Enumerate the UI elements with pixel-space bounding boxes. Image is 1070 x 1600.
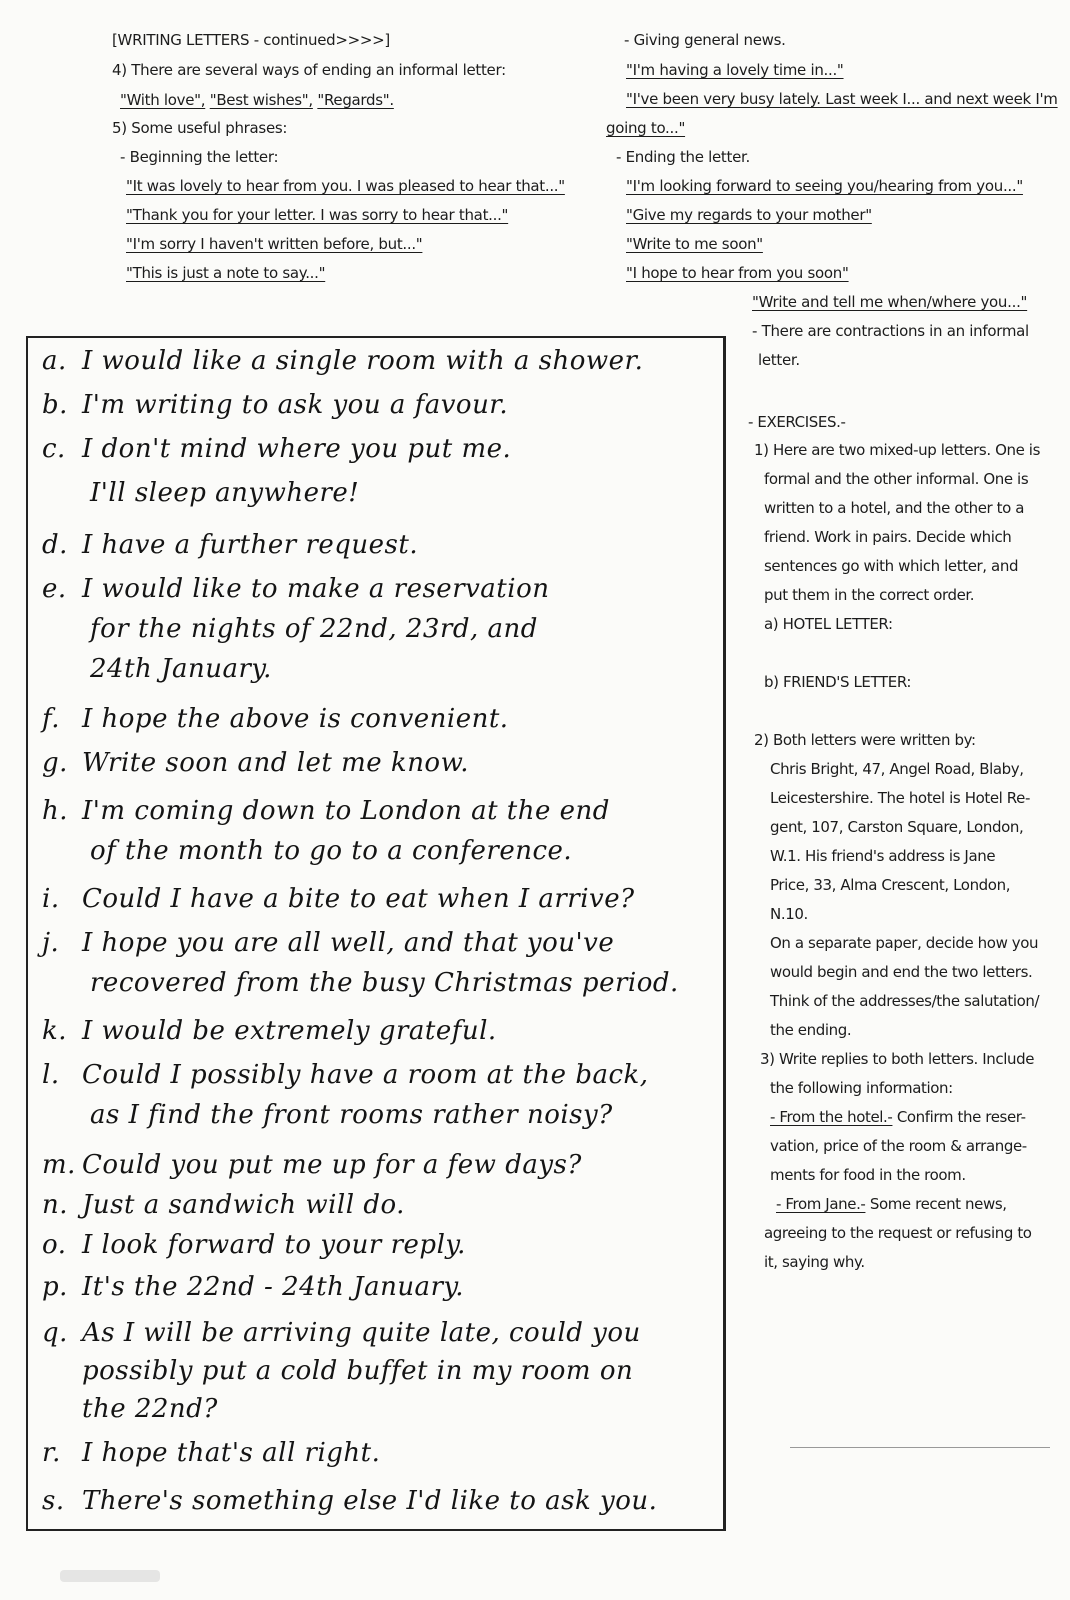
sentence-k: k. I would be extremely grateful. xyxy=(42,1016,497,1046)
from-hotel-label: - From the hotel.- xyxy=(770,1108,893,1126)
from-jane-line: - From Jane.- Some recent news, xyxy=(776,1195,1007,1213)
ending-heading: - Ending the letter. xyxy=(616,148,750,166)
divider-line xyxy=(790,1447,1050,1448)
ending-example: "With love", xyxy=(120,91,206,109)
ending-examples xyxy=(120,90,394,110)
phrase: "I hope to hear from you soon" xyxy=(626,264,849,282)
sentence-q-cont: the 22nd? xyxy=(82,1394,218,1424)
contractions-note: letter. xyxy=(758,351,800,369)
from-hotel-line: - From the hotel.- Confirm the reser- xyxy=(770,1108,1026,1126)
exercise-2-line: gent, 107, Carston Square, London, xyxy=(770,818,1024,836)
exercise-2-line: Price, 33, Alma Crescent, London, xyxy=(770,876,1011,894)
phrase: "Write and tell me when/where you..." xyxy=(752,293,1028,311)
from-jane-label: - From Jane.- xyxy=(776,1195,866,1213)
sentence-e-cont: 24th January. xyxy=(90,654,272,684)
exercise-2-line: W.1. His friend's address is Jane xyxy=(770,847,996,865)
sentence-d: d. I have a further request. xyxy=(42,530,419,560)
exercise-1-line: 1) Here are two mixed-up letters. One is xyxy=(754,441,1040,459)
exercise-1-line: friend. Work in pairs. Decide which xyxy=(764,528,1012,546)
sentence-s: s. There's something else I'd like to ask you. xyxy=(42,1486,658,1516)
sentence-j-cont: recovered from the busy Christmas period. xyxy=(90,968,679,998)
exercise-2-line: Chris Bright, 47, Angel Road, Blaby, xyxy=(770,760,1024,778)
continued-heading: [WRITING LETTERS - continued>>>>] xyxy=(112,31,390,49)
exercise-2-line: 2) Both letters were written by: xyxy=(754,731,976,749)
exercise-2-line: the ending. xyxy=(770,1021,852,1039)
phrase: "Give my regards to your mother" xyxy=(626,206,872,224)
beginning-heading: - Beginning the letter: xyxy=(120,148,279,166)
ending-ways-text: 4) There are several ways of ending an informal letter: xyxy=(112,61,506,79)
sentence-m: m. Could you put me up for a few days? xyxy=(42,1150,582,1180)
ending-example: "Best wishes", xyxy=(209,91,313,109)
sentence-l-cont: as I find the front rooms rather noisy? xyxy=(90,1100,613,1130)
phrase: "I'm sorry I haven't written before, but..." xyxy=(126,235,423,253)
sentence-n: n. Just a sandwich will do. xyxy=(42,1190,405,1220)
sentence-h: h. I'm coming down to London at the end xyxy=(42,796,610,826)
contractions-note: - There are contractions in an informal xyxy=(752,322,1029,340)
sentence-r: r. I hope that's all right. xyxy=(42,1438,381,1468)
sentence-g: g. Write soon and let me know. xyxy=(42,748,470,778)
phrase: "Thank you for your letter. I was sorry to hear that..." xyxy=(126,206,509,224)
phrase: "This is just a note to say..." xyxy=(126,264,326,282)
sentence-h-cont: of the month to go to a conference. xyxy=(90,836,573,866)
sentence-e: e. I would like to make a reservation xyxy=(42,574,550,604)
general-news-heading: - Giving general news. xyxy=(624,31,786,49)
phrase: "It was lovely to hear from you. I was pleased to hear that..." xyxy=(126,177,565,195)
mixed-up-sentences-box xyxy=(26,336,726,1531)
sentence-c-cont: I'll sleep anywhere! xyxy=(90,478,360,508)
from-jane-line: agreeing to the request or refusing to xyxy=(764,1224,1032,1242)
sentence-l: l. Could I possibly have a room at the back, xyxy=(42,1060,649,1090)
sentence-b: b. I'm writing to ask you a favour. xyxy=(42,390,509,420)
phrase: going to..." xyxy=(606,119,686,137)
exercises-title: - EXERCISES.- xyxy=(748,413,846,431)
sentence-j: j. I hope you are all well, and that you've xyxy=(42,928,615,958)
sentence-e-cont: for the nights of 22nd, 23rd, and xyxy=(90,614,538,644)
exercise-3-line: the following information: xyxy=(770,1079,953,1097)
scan-smudge xyxy=(60,1570,160,1582)
phrase: "I've been very busy lately. Last week I... and next week I'm xyxy=(626,90,1058,108)
exercise-3-line: 3) Write replies to both letters. Include xyxy=(760,1050,1035,1068)
from-hotel-line: ments for food in the room. xyxy=(770,1166,966,1184)
friend-letter-label: b) FRIEND'S LETTER: xyxy=(764,673,912,691)
phrase: "I'm having a lovely time in..." xyxy=(626,61,844,79)
exercise-2-line: Think of the addresses/the salutation/ xyxy=(770,992,1040,1010)
exercise-2-line: Leicestershire. The hotel is Hotel Re- xyxy=(770,789,1030,807)
sentence-a: a. I would like a single room with a shower. xyxy=(42,346,644,376)
useful-phrases-heading: 5) Some useful phrases: xyxy=(112,119,288,137)
hotel-letter-label: a) HOTEL LETTER: xyxy=(764,615,893,633)
sentence-q: q. As I will be arriving quite late, could you xyxy=(42,1318,641,1348)
exercise-1-line: written to a hotel, and the other to a xyxy=(764,499,1025,517)
sentence-i: i. Could I have a bite to eat when I arrive? xyxy=(42,884,635,914)
from-jane-line: it, saying why. xyxy=(764,1253,865,1271)
sentence-c: c. I don't mind where you put me. xyxy=(42,434,512,464)
exercise-1-line: sentences go with which letter, and xyxy=(764,557,1019,575)
sentence-o: o. I look forward to your reply. xyxy=(42,1230,466,1260)
exercise-2-line: N.10. xyxy=(770,905,808,923)
exercise-1-line: formal and the other informal. One is xyxy=(764,470,1029,488)
exercise-2-line: On a separate paper, decide how you xyxy=(770,934,1039,952)
sentence-q-cont: possibly put a cold buffet in my room on xyxy=(82,1356,634,1386)
exercise-2-line: would begin and end the two letters. xyxy=(770,963,1033,981)
phrase: "I'm looking forward to seeing you/hearing from you..." xyxy=(626,177,1023,195)
ending-example: "Regards". xyxy=(317,91,394,109)
exercise-1-line: put them in the correct order. xyxy=(764,586,975,604)
sentence-p: p. It's the 22nd - 24th January. xyxy=(42,1272,464,1302)
from-hotel-line: vation, price of the room & arrange- xyxy=(770,1137,1027,1155)
phrase: "Write to me soon" xyxy=(626,235,763,253)
sentence-f: f. I hope the above is convenient. xyxy=(42,704,509,734)
